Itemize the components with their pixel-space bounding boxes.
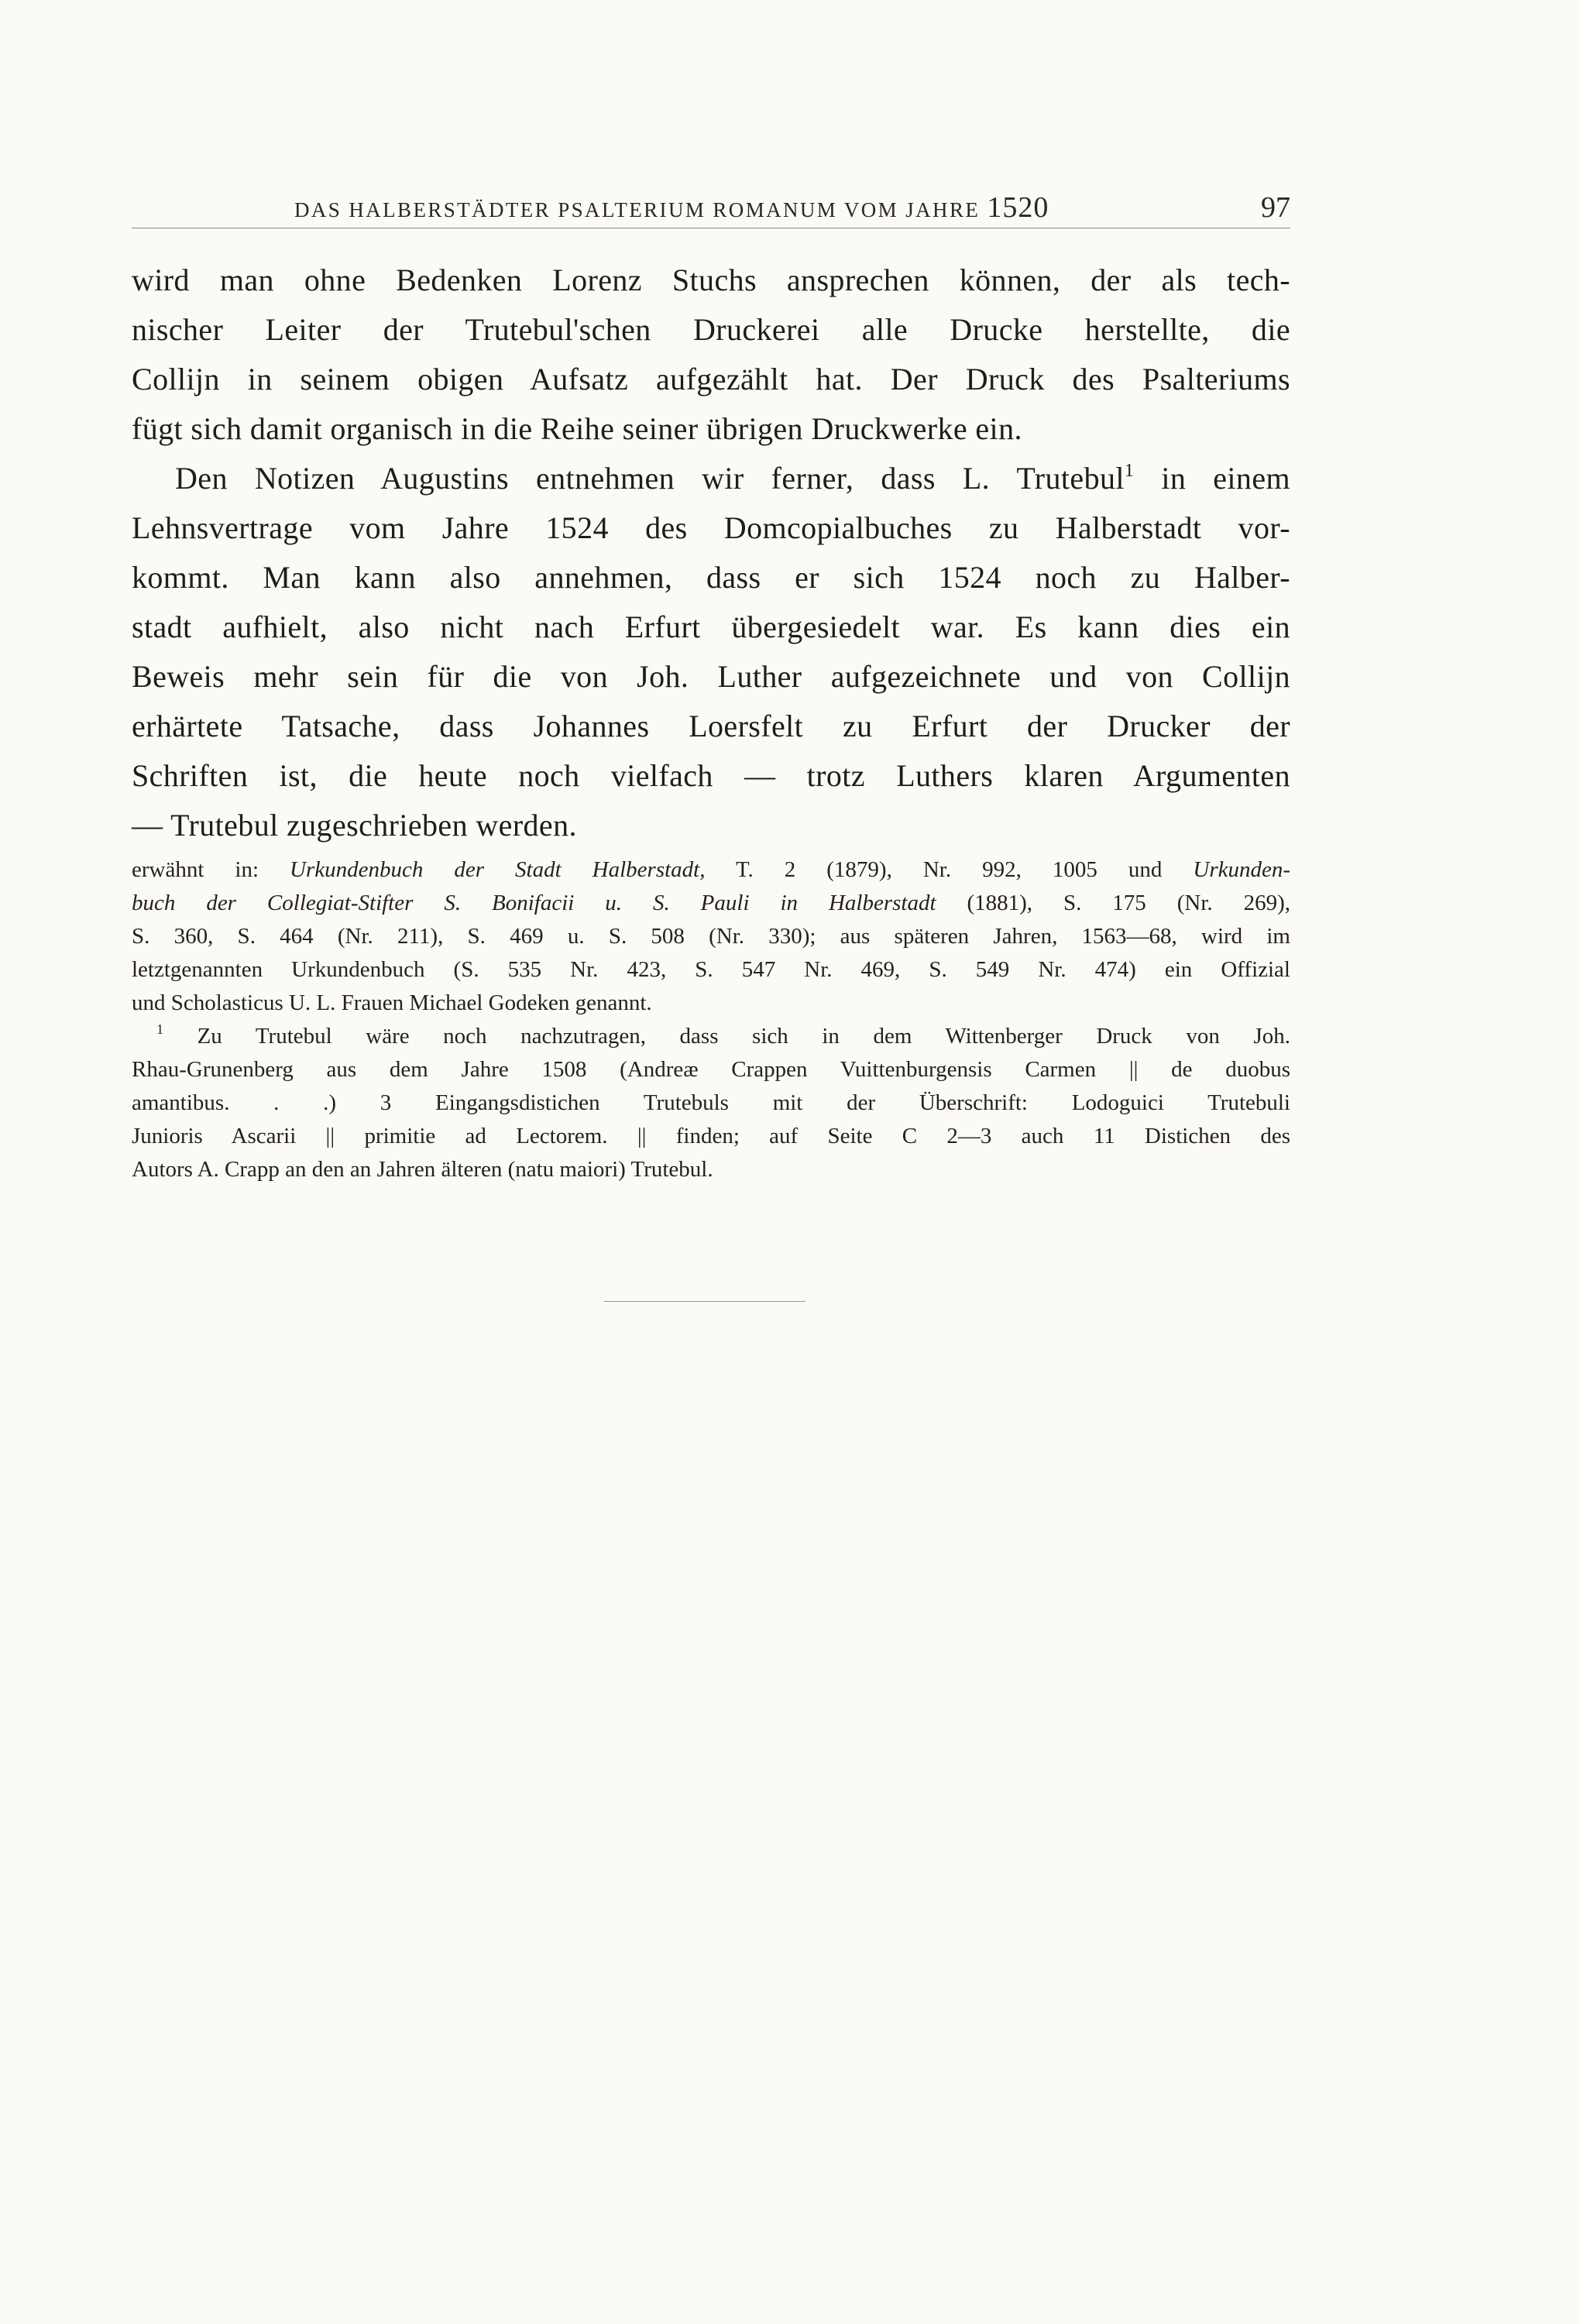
running-title: DAS HALBERSTÄDTER PSALTERIUM ROMANUM VOM JAHRE 1520 (294, 191, 1049, 224)
footnote-reference: 1 (1124, 461, 1135, 481)
footnote-line: Rhau-Grunenberg aus dem Jahre 1508 (Andreæ Crappen Vuittenburgensis Carmen || de duobus (132, 1057, 1290, 1082)
footnote-line: und Scholasticus U. L. Frauen Michael Godeken genannt. (132, 990, 652, 1015)
body-line: nischer Leiter der Trutebul'schen Druckerei alle Drucke herstellte, die (132, 312, 1290, 347)
body-line: — Trutebul zugeschrieben werden. (132, 808, 577, 843)
body-line: kommt. Man kann also annehmen, dass er sich 1524 noch zu Halber- (132, 560, 1290, 595)
running-title-year: 1520 (987, 191, 1049, 224)
end-rule (604, 1301, 805, 1302)
footnotes (132, 853, 1290, 1186)
footnote-line: $^1$ Zu Trutebul wäre noch nachzutragen, dass sich in dem Wittenberger Druck von Joh. (156, 1021, 1290, 1049)
body-line: Collijn in seinem obigen Aufsatz aufgezählt hat. Der Druck des Psalteriums (132, 362, 1290, 396)
body-line: Beweis mehr sein für die von Joh. Luther aufgezeichnete und von Collijn (132, 659, 1290, 694)
body-line: fügt sich damit organisch in die Reihe seiner übrigen Druckwerke ein. (132, 411, 1022, 446)
footnote-line: Junioris Ascarii || primitie ad Lectorem. || finden; auf Seite C 2—3 auch 11 Distichen des (132, 1124, 1290, 1148)
footnote-marker: 1 (156, 1021, 163, 1037)
body-line: wird man ohne Bedenken Lorenz Stuchs ansprechen können, der als tech- (132, 263, 1290, 297)
body-line: Den Notizen Augustins entnehmen wir ferner, dass L. Trutebul$^1$ in einem (175, 461, 1290, 496)
footnote-line: letztgenannten Urkundenbuch (S. 535 Nr. 423, S. 547 Nr. 469, S. 549 Nr. 474) ein Offizial (132, 957, 1290, 982)
body-text (132, 256, 1290, 850)
footnote-line: erwähnt in: Urkundenbuch der Stadt Halberstadt, T. 2 (1879), Nr. 992, 1005 und Urkunden- (132, 857, 1291, 882)
running-header (132, 189, 1290, 228)
body-line: Lehnsvertrage vom Jahre 1524 des Domcopialbuches zu Halberstadt vor- (132, 510, 1290, 545)
footnote-line: amantibus. . .) 3 Eingangsdistichen Trutebuls mit der Überschrift: Lodoguici Trutebuli (132, 1090, 1290, 1115)
body-line: erhärtete Tatsache, dass Johannes Loersfelt zu Erfurt der Drucker der (132, 709, 1290, 743)
body-line: Schriften ist, die heute noch vielfach — trotz Luthers klaren Argumenten (132, 758, 1290, 793)
footnote-line: S. 360, S. 464 (Nr. 211), S. 469 u. S. 508 (Nr. 330); aus späteren Jahren, 1563—68, wird im (132, 924, 1290, 949)
footnote-line: Autors A. Crapp an den an Jahren älteren (natu maiori) Trutebul. (132, 1157, 713, 1182)
footnote-line: buch der Collegiat-Stifter S. Bonifacii u. S. Pauli in Halberstadt (1881), S. 175 (Nr. 269), (132, 891, 1290, 915)
body-line: stadt aufhielt, also nicht nach Erfurt übergesiedelt war. Es kann dies ein (132, 609, 1290, 644)
page-number: 97 (1261, 191, 1290, 224)
